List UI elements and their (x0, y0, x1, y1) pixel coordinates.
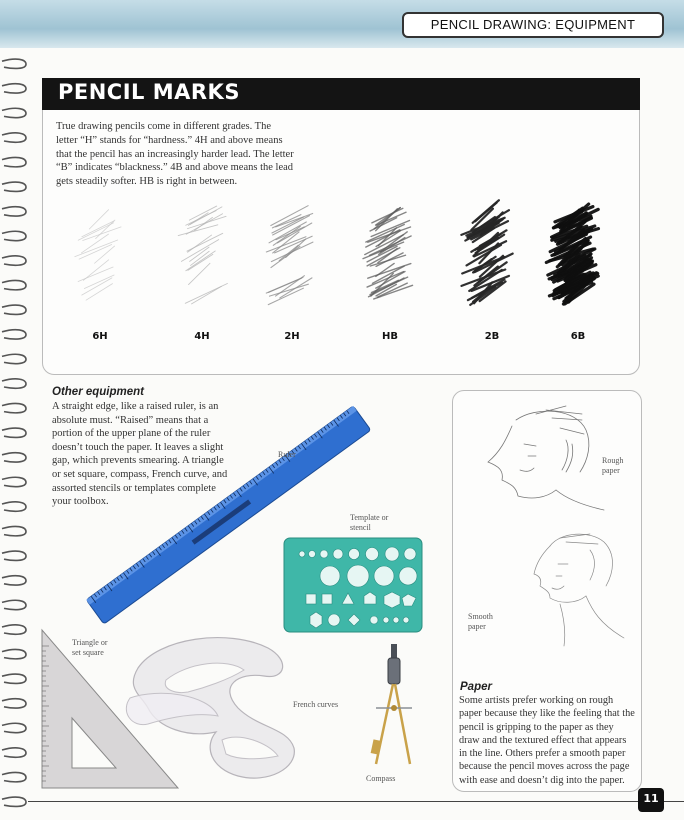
triangle-caption-line1: Triangle or (72, 638, 108, 647)
paper-heading: Paper (460, 681, 492, 693)
pencil-mark-2h (266, 206, 313, 305)
pencil-mark-4h (178, 206, 227, 304)
ruler-caption: Ruler (278, 450, 296, 459)
template-stencil-illustration (284, 538, 424, 634)
pencil-marks-title: PENCIL MARKS (58, 80, 240, 104)
rough-paper-caption-line2: paper (602, 466, 620, 475)
smooth-paper-caption-line2: paper (468, 622, 486, 631)
compass-caption: Compass (366, 774, 396, 783)
grade-label-4h: 4H (194, 331, 210, 342)
grade-label-2b: 2B (484, 331, 500, 342)
pencil-mark-6h (75, 210, 121, 301)
triangle-caption-line2: set square (72, 648, 104, 657)
french-curves-caption: French curves (293, 700, 339, 709)
template-caption-line1: Template or (350, 513, 389, 522)
template-caption-line2: stencil (350, 523, 371, 532)
grade-label-6h: 6H (92, 331, 108, 342)
other-equipment-heading: Other equipment (52, 386, 145, 398)
spiral-binding (0, 0, 30, 820)
pencil-mark-2b (461, 200, 512, 305)
grade-label-2h: 2H (284, 331, 300, 342)
page-number: 11 (638, 788, 664, 812)
smooth-paper-sketch (520, 528, 630, 648)
footer-rule (28, 801, 684, 802)
french-curves-illustration (118, 628, 298, 788)
smooth-paper-caption-line1: Smooth (468, 612, 493, 621)
paper-description: Some artists prefer working on rough paper because they like the feeling that the pencil is gripping to the paper as they draw and the textured effect that appears in the line. Others prefer a smooth paper because the pencil moves across the page with ease and doesn’t dig into the paper. (459, 695, 635, 786)
pencil-marks-description: True drawing pencils come in different grades. The letter “H” stands for “hardness.” 4H and above means that the pencil has an increasingly harder lead. The letter “B” indicates “blackness.” 4B and above means the lead gets steadily softer. HB is right in between. (56, 121, 294, 188)
compass-illustration (366, 644, 422, 772)
pencil-mark-hb (363, 208, 413, 299)
grade-label-hb: HB (382, 331, 398, 342)
other-equipment-description: A straight edge, like a raised ruler, is an absolute must. “Raised” means that a portion of the upper plane of the ruler doesn’t touch the paper. It leaves a slight gap, which prevents smearing. A triangle or set square, compass, French curve, and assorted stencils or templates complete your toolbox. (52, 401, 228, 508)
pencil-mark-samples (50, 210, 630, 310)
rough-paper-sketch (476, 400, 606, 520)
pencil-mark-6b (546, 204, 598, 304)
grade-label-6b: 6B (570, 331, 586, 342)
page-title: PENCIL DRAWING: EQUIPMENT (402, 12, 664, 38)
rough-paper-caption-line1: Rough (602, 456, 624, 465)
